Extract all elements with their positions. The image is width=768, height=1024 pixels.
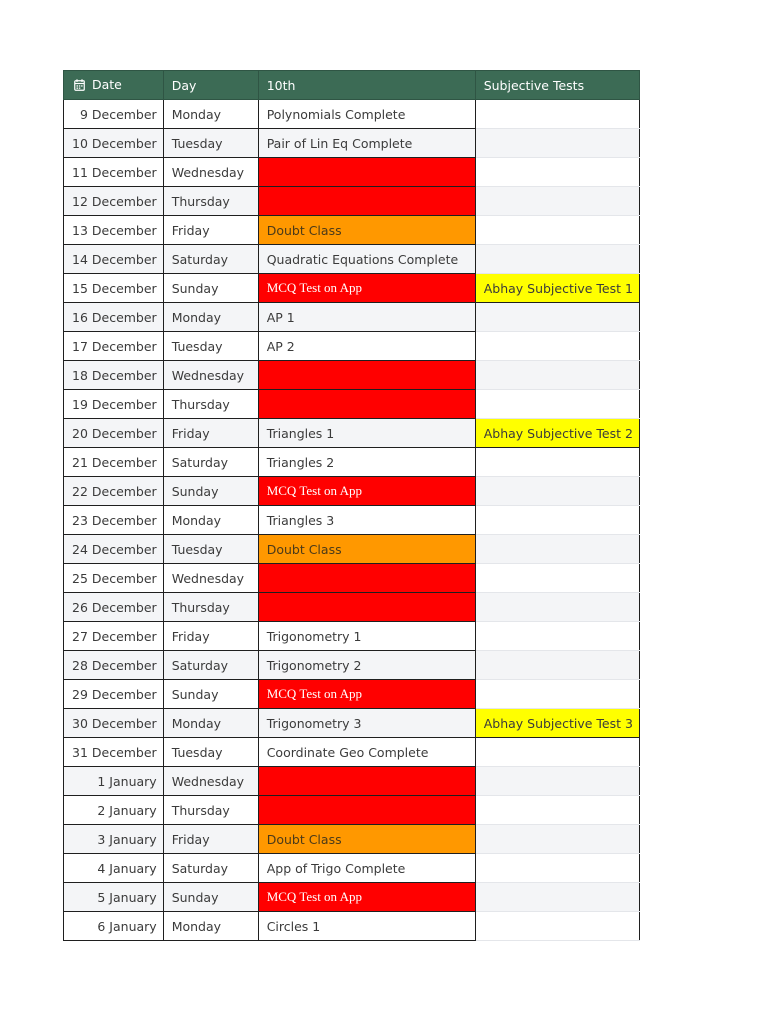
cell-subjective-test[interactable]: Abhay Subjective Test 1 — [475, 274, 639, 303]
cell-10th[interactable] — [258, 187, 475, 216]
table-row — [64, 622, 640, 651]
cell-10th[interactable]: Trigonometry 3 — [258, 709, 475, 738]
column-header-date[interactable] — [64, 71, 164, 100]
cell-10th[interactable] — [258, 361, 475, 390]
cell-subjective-test[interactable] — [475, 622, 639, 651]
cell-10th[interactable] — [258, 158, 475, 187]
cell-date[interactable]: 30 December — [64, 709, 164, 738]
cell-subjective-test[interactable] — [475, 564, 639, 593]
column-header-10th[interactable]: 10th — [258, 71, 475, 100]
cell-date[interactable]: 31 December — [64, 738, 164, 767]
cell-10th[interactable]: Doubt Class — [258, 825, 475, 854]
table-row — [64, 158, 640, 187]
cell-date[interactable]: 26 December — [64, 593, 164, 622]
cell-10th[interactable]: MCQ Test on App — [258, 274, 475, 303]
cell-10th[interactable] — [258, 390, 475, 419]
cell-subjective-test[interactable] — [475, 129, 639, 158]
table-row — [64, 361, 640, 390]
cell-subjective-test[interactable]: Abhay Subjective Test 3 — [475, 709, 639, 738]
cell-day[interactable]: Monday — [163, 506, 258, 535]
cell-day[interactable]: Thursday — [163, 593, 258, 622]
cell-day[interactable]: Sunday — [163, 274, 258, 303]
cell-day[interactable]: Sunday — [163, 680, 258, 709]
cell-10th[interactable] — [258, 796, 475, 825]
cell-date[interactable]: 3 January — [64, 825, 164, 854]
cell-subjective-test[interactable] — [475, 883, 639, 912]
cell-subjective-test[interactable] — [475, 100, 639, 129]
table-row — [64, 303, 640, 332]
cell-date[interactable]: 24 December — [64, 535, 164, 564]
cell-day[interactable]: Tuesday — [163, 738, 258, 767]
cell-day[interactable]: Saturday — [163, 448, 258, 477]
cell-date[interactable]: 17 December — [64, 332, 164, 361]
cell-date[interactable]: 13 December — [64, 216, 164, 245]
cell-day[interactable]: Thursday — [163, 187, 258, 216]
cell-subjective-test[interactable] — [475, 216, 639, 245]
cell-subjective-test[interactable]: Abhay Subjective Test 2 — [475, 419, 639, 448]
table-row — [64, 100, 640, 129]
table-row — [64, 825, 640, 854]
cell-date[interactable]: 18 December — [64, 361, 164, 390]
cell-subjective-test[interactable] — [475, 651, 639, 680]
cell-subjective-test[interactable] — [475, 477, 639, 506]
cell-subjective-test[interactable] — [475, 187, 639, 216]
cell-day[interactable]: Monday — [163, 303, 258, 332]
cell-subjective-test[interactable] — [475, 245, 639, 274]
cell-10th[interactable]: Trigonometry 2 — [258, 651, 475, 680]
schedule-table — [63, 70, 640, 941]
table-row — [64, 738, 640, 767]
cell-10th[interactable]: MCQ Test on App — [258, 883, 475, 912]
table-row — [64, 419, 640, 448]
cell-subjective-test[interactable] — [475, 390, 639, 419]
cell-subjective-test[interactable] — [475, 448, 639, 477]
table-row — [64, 564, 640, 593]
cell-10th[interactable]: MCQ Test on App — [258, 477, 475, 506]
cell-date[interactable]: 21 December — [64, 448, 164, 477]
table-row — [64, 767, 640, 796]
table-row — [64, 274, 640, 303]
cell-date[interactable]: 2 January — [64, 796, 164, 825]
cell-10th[interactable]: MCQ Test on App — [258, 680, 475, 709]
cell-date[interactable]: 4 January — [64, 854, 164, 883]
cell-day[interactable]: Saturday — [163, 651, 258, 680]
cell-10th[interactable]: Doubt Class — [258, 216, 475, 245]
cell-date[interactable]: 25 December — [64, 564, 164, 593]
cell-date[interactable]: 12 December — [64, 187, 164, 216]
table-row — [64, 245, 640, 274]
cell-date[interactable]: 27 December — [64, 622, 164, 651]
column-header-date-label: Date — [92, 76, 122, 92]
table-row — [64, 593, 640, 622]
table-row — [64, 680, 640, 709]
cell-day[interactable]: Wednesday — [163, 767, 258, 796]
cell-10th[interactable]: Circles 1 — [258, 912, 475, 941]
cell-date[interactable]: 9 December — [64, 100, 164, 129]
table-row — [64, 883, 640, 912]
cell-day[interactable]: Friday — [163, 825, 258, 854]
cell-date[interactable]: 29 December — [64, 680, 164, 709]
cell-10th[interactable]: Coordinate Geo Complete — [258, 738, 475, 767]
cell-subjective-test[interactable] — [475, 361, 639, 390]
cell-day[interactable]: Tuesday — [163, 129, 258, 158]
cell-day[interactable]: Saturday — [163, 245, 258, 274]
table-row — [64, 216, 640, 245]
table-row — [64, 187, 640, 216]
cell-subjective-test[interactable] — [475, 738, 639, 767]
table-row — [64, 796, 640, 825]
header-row — [64, 71, 640, 100]
cell-10th[interactable]: Triangles 3 — [258, 506, 475, 535]
cell-date[interactable]: 5 January — [64, 883, 164, 912]
cell-subjective-test[interactable] — [475, 593, 639, 622]
cell-10th[interactable] — [258, 564, 475, 593]
cell-day[interactable]: Thursday — [163, 796, 258, 825]
cell-day[interactable]: Wednesday — [163, 158, 258, 187]
cell-subjective-test[interactable] — [475, 506, 639, 535]
cell-day[interactable]: Friday — [163, 622, 258, 651]
cell-day[interactable]: Friday — [163, 419, 258, 448]
cell-date[interactable]: 15 December — [64, 274, 164, 303]
table-row — [64, 535, 640, 564]
cell-subjective-test[interactable] — [475, 303, 639, 332]
cell-subjective-test[interactable] — [475, 912, 639, 941]
cell-day[interactable]: Tuesday — [163, 535, 258, 564]
cell-subjective-test[interactable] — [475, 767, 639, 796]
cell-subjective-test[interactable] — [475, 332, 639, 361]
table-row — [64, 651, 640, 680]
table-row — [64, 506, 640, 535]
cell-10th[interactable] — [258, 767, 475, 796]
cell-day[interactable]: Wednesday — [163, 361, 258, 390]
cell-day[interactable]: Monday — [163, 709, 258, 738]
table-row — [64, 854, 640, 883]
cell-day[interactable]: Tuesday — [163, 332, 258, 361]
column-header-day[interactable]: Day — [163, 71, 258, 100]
column-header-subjective-tests[interactable]: Subjective Tests — [475, 71, 639, 100]
cell-10th[interactable]: AP 1 — [258, 303, 475, 332]
cell-10th[interactable]: Triangles 2 — [258, 448, 475, 477]
cell-10th[interactable]: Doubt Class — [258, 535, 475, 564]
table-row — [64, 912, 640, 941]
cell-day[interactable]: Thursday — [163, 390, 258, 419]
cell-subjective-test[interactable] — [475, 796, 639, 825]
cell-10th[interactable]: Triangles 1 — [258, 419, 475, 448]
cell-date[interactable]: 23 December — [64, 506, 164, 535]
table-row — [64, 448, 640, 477]
cell-10th[interactable]: Trigonometry 1 — [258, 622, 475, 651]
table-row — [64, 332, 640, 361]
cell-day[interactable]: Monday — [163, 100, 258, 129]
cell-10th[interactable]: AP 2 — [258, 332, 475, 361]
table-row — [64, 709, 640, 738]
cell-10th[interactable]: Polynomials Complete — [258, 100, 475, 129]
cell-10th[interactable]: Quadratic Equations Complete — [258, 245, 475, 274]
cell-day[interactable]: Sunday — [163, 883, 258, 912]
table-row — [64, 390, 640, 419]
cell-date[interactable]: 10 December — [64, 129, 164, 158]
cell-subjective-test[interactable] — [475, 535, 639, 564]
cell-date[interactable]: 19 December — [64, 390, 164, 419]
cell-date[interactable]: 22 December — [64, 477, 164, 506]
cell-date[interactable]: 6 January — [64, 912, 164, 941]
table-row — [64, 477, 640, 506]
cell-10th[interactable]: Pair of Lin Eq Complete — [258, 129, 475, 158]
cell-date[interactable]: 1 January — [64, 767, 164, 796]
cell-subjective-test[interactable] — [475, 158, 639, 187]
cell-date[interactable]: 11 December — [64, 158, 164, 187]
cell-date[interactable]: 16 December — [64, 303, 164, 332]
cell-date[interactable]: 20 December — [64, 419, 164, 448]
cell-10th[interactable]: App of Trigo Complete — [258, 854, 475, 883]
cell-date[interactable]: 28 December — [64, 651, 164, 680]
cell-subjective-test[interactable] — [475, 680, 639, 709]
cell-subjective-test[interactable] — [475, 854, 639, 883]
cell-day[interactable]: Wednesday — [163, 564, 258, 593]
cell-date[interactable]: 14 December — [64, 245, 164, 274]
cell-subjective-test[interactable] — [475, 825, 639, 854]
cell-10th[interactable] — [258, 593, 475, 622]
cell-day[interactable]: Saturday — [163, 854, 258, 883]
table-row — [64, 129, 640, 158]
cell-day[interactable]: Friday — [163, 216, 258, 245]
cell-day[interactable]: Sunday — [163, 477, 258, 506]
calendar-icon — [74, 79, 85, 94]
cell-day[interactable]: Monday — [163, 912, 258, 941]
